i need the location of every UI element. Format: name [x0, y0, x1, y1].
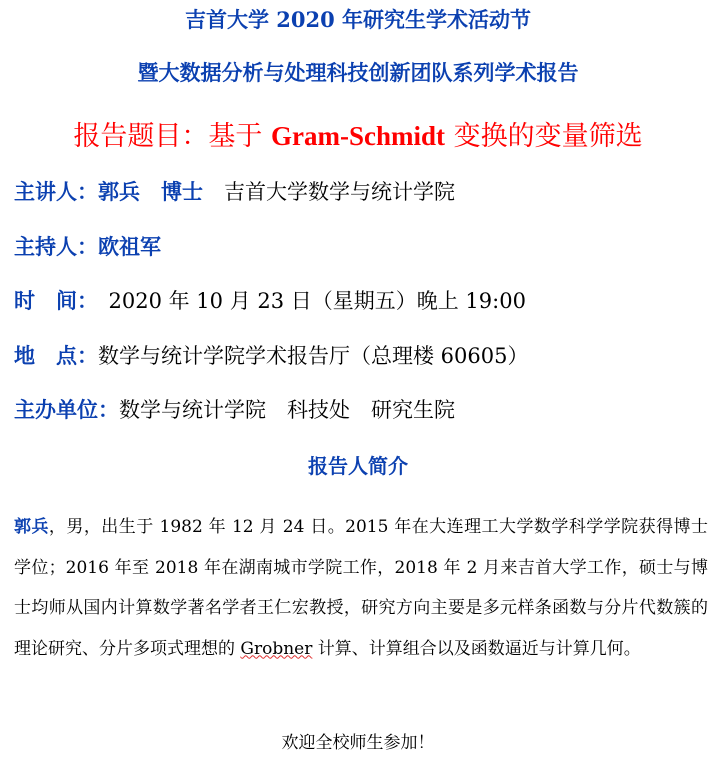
bio-name: 郭兵 — [14, 517, 49, 537]
bio-paragraph — [14, 507, 708, 669]
welcome-text: 欢迎全校师生参加！ — [281, 733, 435, 753]
time-row — [14, 285, 526, 315]
topic-suffix: 变换的变量筛选 — [444, 121, 643, 152]
time-label: 时 间： — [14, 288, 88, 313]
place-label: 地 点： — [14, 343, 98, 368]
bio-text-part2: 计算、计算组合以及函数逼近与计算几何。 — [312, 638, 641, 659]
time-value: 2020 年 10 月 23 日（星期五）晚上 19:00 — [87, 289, 526, 313]
report-topic — [0, 114, 716, 153]
bio-text-part1: ，男，出生于 1982 年 12 月 24 日。2015 年在大连理工大学数学科学学院获得博士学位；2016 年至 2018 年在湖南城市学院工作，2018 年 2 月来吉首大学工作，硕士与博士均师从国内计算数学著名学者王仁宏教授，研究方向主要是多元样条函数与分片代数簇的理论研究、分片多项式理想的 — [14, 517, 709, 659]
topic-prefix: 报告题目：基于 — [73, 121, 271, 152]
topic-keyword: Gram-Schmidt — [271, 121, 445, 151]
host-label: 主持人： — [14, 234, 98, 259]
speaker-affiliation: 吉首大学数学与统计学院 — [203, 180, 455, 204]
place-value: 数学与统计学院学术报告厅（总理楼 60605） — [98, 344, 529, 368]
speaker-row — [14, 176, 455, 206]
organizer-label: 主办单位： — [14, 397, 119, 422]
bio-heading: 报告人简介 — [308, 454, 408, 478]
speaker-label: 主讲人： — [14, 179, 98, 204]
organizer-row — [14, 394, 455, 424]
host-name: 欧祖军 — [98, 234, 161, 259]
place-row — [14, 340, 528, 370]
event-subtitle: 暨大数据分析与处理科技创新团队系列学术报告 — [137, 60, 579, 85]
speaker-name: 郭兵 博士 — [98, 179, 203, 204]
organizer-value: 数学与统计学院 科技处 研究生院 — [119, 398, 455, 422]
event-title: 吉首大学 2020 年研究生学术活动节 — [184, 7, 532, 32]
bio-grobner-term: Grobner — [240, 638, 313, 659]
host-row — [14, 231, 161, 261]
